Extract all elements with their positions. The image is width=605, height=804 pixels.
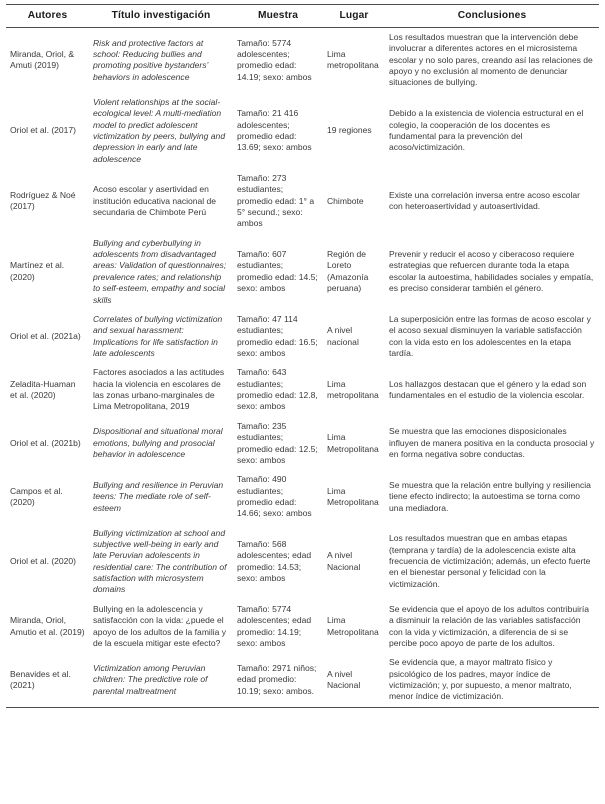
cell-lugar: Lima Metropolitana bbox=[327, 615, 379, 637]
cell-conclusiones: Se evidencia que el apoyo de los adultos contribuiría a disminuir la relación de las variables satisfacción con la vida y victimización, a diferencia de si se percibe poco apoyo de parte de los adultos. bbox=[389, 603, 590, 648]
cell-conclusiones: Existe una correlación inversa entre acoso escolar con heteroasertividad y autoasertividad. bbox=[389, 189, 580, 212]
cell-titulo: Bullying victimization at school and subjective well-being in early and late Peruvian adolescents in residential care: The contribution of satisfaction with microsystem domains bbox=[93, 527, 227, 595]
cell-muestra: Tamaño: 607 estudiantes; promedio edad: 14.5; sexo: ambos bbox=[237, 249, 318, 294]
cell-lugar: Lima metropolitana bbox=[327, 49, 379, 71]
cell-titulo: Bullying and cyberbullying in adolescents from disadvantaged areas: Validation of questionnaires; prevalence rates; and relationship to self-esteem, empathy and social skills bbox=[93, 237, 227, 305]
cell-muestra: Tamaño: 235 estudiantes; promedio edad: 12.5; sexo: ambos bbox=[237, 420, 318, 465]
table-body bbox=[6, 28, 599, 708]
research-table-page bbox=[0, 4, 605, 804]
table-row bbox=[6, 363, 599, 416]
cell-lugar: Lima Metropolitana bbox=[327, 485, 379, 507]
table-header-row bbox=[6, 5, 599, 28]
cell-titulo: Bullying en la adolescencia y satisfacción con la vida: ¿puede el apoyo de los adultos de la familia y de la escuela mitigar este efecto? bbox=[93, 603, 227, 648]
cell-titulo: Correlates of bullying victimization and sexual harassment: Implications for life satisfaction in late adolescents bbox=[93, 313, 223, 358]
cell-muestra: Tamaño: 21 416 adolescentes; promedio edad: 13.69; sexo: ambos bbox=[237, 108, 312, 153]
cell-autores: Zeladita-Huaman et al. (2020) bbox=[10, 378, 76, 401]
cell-autores: Campos et al. (2020) bbox=[10, 485, 63, 507]
cell-lugar: Región de Loreto (Amazonía peruana) bbox=[327, 249, 369, 294]
cell-autores: Oriol et al. (2021b) bbox=[10, 437, 81, 448]
cell-muestra: Tamaño: 273 estudiantes; promedio edad: 1° a 5° secund.; sexo: ambos bbox=[237, 172, 315, 229]
cell-lugar: A nivel Nacional bbox=[327, 550, 361, 572]
cell-autores: Benavides et al. (2021) bbox=[6, 653, 89, 707]
cell-titulo: Victimization among Peruvian children: The predictive role of parental maltreatment bbox=[89, 653, 233, 707]
table-row bbox=[6, 93, 599, 169]
cell-autores: Oriol et al. (2020) bbox=[10, 556, 77, 567]
cell-lugar: 19 regiones bbox=[327, 125, 372, 136]
cell-conclusiones: Prevenir y reducir el acoso y ciberacoso requiere estrategias que refuercen durante toda la etapa escolar la autoestima, habilidades sociales y empatía, es preciso considerar también el género. bbox=[389, 249, 594, 294]
table-row bbox=[6, 417, 599, 470]
table-row bbox=[6, 600, 599, 653]
table-row bbox=[6, 524, 599, 600]
table-row bbox=[6, 653, 599, 707]
cell-lugar: Lima metropolitana bbox=[327, 378, 379, 401]
cell-autores: Miranda, Oriol, & Amuti (2019) bbox=[10, 49, 75, 71]
cell-autores: Miranda, Oriol, Amutio et al. (2019) bbox=[10, 615, 85, 637]
table-row bbox=[6, 169, 599, 234]
cell-muestra: Tamaño: 568 adolescentes; edad promedio: 14.53; sexo: ambos bbox=[237, 539, 312, 584]
cell-conclusiones: Se muestra que las emociones disposicionales influyen de manera positiva en la conducta prosocial y en forma negativa sobre conductas. bbox=[389, 426, 595, 460]
column-header-titulo: Título investigación bbox=[89, 5, 233, 28]
cell-conclusiones: Se muestra que la relación entre bullying y resiliencia tiene efecto indirecto; la autoestima se torna como una mediadora. bbox=[389, 479, 591, 513]
cell-conclusiones: Los resultados muestran que la intervención debe involucrar a diferentes actores en el microsistema escolar y no solo pares, creando así las relaciones de apoyo y no exclusión al momento de denunciar situaciones de bullying. bbox=[389, 32, 593, 88]
cell-lugar: Lima Metropolitana bbox=[327, 432, 379, 454]
cell-titulo: Risk and protective factors at school: Reducing bullies and promoting positive bystanders’ behaviors in adolescence bbox=[93, 37, 208, 82]
cell-titulo: Dispositional and situational moral emotions, bullying and prosocial behavior in adolescence bbox=[93, 426, 223, 460]
cell-muestra: Tamaño: 643 estudiantes; promedio edad: 12.8, sexo: ambos bbox=[237, 367, 318, 412]
table-row bbox=[6, 310, 599, 363]
cell-conclusiones: La superposición entre las formas de acoso escolar y el acoso sexual disminuyen la variable satisfacción con la vida esto en los adolescentes en la etapa tardía. bbox=[389, 313, 591, 358]
cell-titulo: Bullying and resilience in Peruvian teens: The mediate role of self-esteem bbox=[93, 479, 224, 513]
research-summary-table bbox=[6, 4, 599, 708]
cell-lugar: Chimbote bbox=[327, 195, 364, 206]
cell-autores: Oriol et al. (2021a) bbox=[10, 330, 81, 341]
cell-conclusiones: Los resultados muestran que en ambas etapas (temprana y tardía) de la adolescencia existe alta frecuencia de victimización; además, un efecto fuerte en el bienestar personal y felicidad con la victimización. bbox=[389, 533, 591, 589]
cell-autores: Martínez et al. (2020) bbox=[10, 260, 65, 282]
table-header bbox=[6, 5, 599, 28]
cell-conclusiones: Debido a la existencia de violencia estructural en el colegio, la cooperación de los docentes es fundamental para la prevención del acoso/victimización. bbox=[389, 108, 584, 153]
cell-conclusiones: Se evidencia que, a mayor maltrato físico y psicológico de los padres, mayor índice de victimización; y, por supuesto, a menor maltrato, menor índice de victimización. bbox=[385, 653, 599, 707]
cell-muestra: Tamaño: 5774 adolescentes; edad promedio: 14.19; sexo: ambos bbox=[237, 603, 312, 648]
column-header-muestra: Muestra bbox=[233, 5, 323, 28]
cell-muestra: Tamaño: 47 114 estudiantes; promedio edad: 16.5; sexo: ambos bbox=[237, 313, 318, 358]
column-header-lugar: Lugar bbox=[323, 5, 385, 28]
cell-lugar: A nivel Nacional bbox=[323, 653, 385, 707]
table-row bbox=[6, 470, 599, 523]
cell-autores: Oriol et al. (2017) bbox=[10, 125, 77, 136]
cell-muestra: Tamaño: 5774 adolescentes; promedio edad: 14.19; sexo: ambos bbox=[237, 37, 312, 82]
cell-titulo: Violent relationships at the social-ecological level: A multi-mediation model to predict adolescent victimization by peers, bullying and depression in early and late adolescence bbox=[93, 96, 226, 164]
cell-autores: Rodríguez & Noé (2017) bbox=[10, 189, 76, 212]
cell-titulo: Acoso escolar y asertividad en institución educativa nacional de secundaria de Chimbote Perú bbox=[93, 184, 217, 218]
cell-muestra: Tamaño: 490 estudiantes; promedio edad: 14.66; sexo: ambos bbox=[237, 474, 312, 519]
column-header-autores: Autores bbox=[6, 5, 89, 28]
cell-conclusiones: Los hallazgos destacan que el género y la edad son fundamentales en el estudio de la violencia escolar. bbox=[389, 378, 587, 401]
cell-muestra: Tamaño: 2971 niños; edad promedio: 10.19; sexo: ambos. bbox=[233, 653, 323, 707]
table-row bbox=[6, 234, 599, 310]
cell-lugar: A nivel nacional bbox=[327, 325, 359, 347]
column-header-conclusiones: Conclusiones bbox=[385, 5, 599, 28]
cell-titulo: Factores asociados a las actitudes hacia la violencia en escolares de las zonas urbano-marginales de Lima Metropolitana, 2019 bbox=[93, 367, 225, 412]
table-row bbox=[6, 28, 599, 93]
